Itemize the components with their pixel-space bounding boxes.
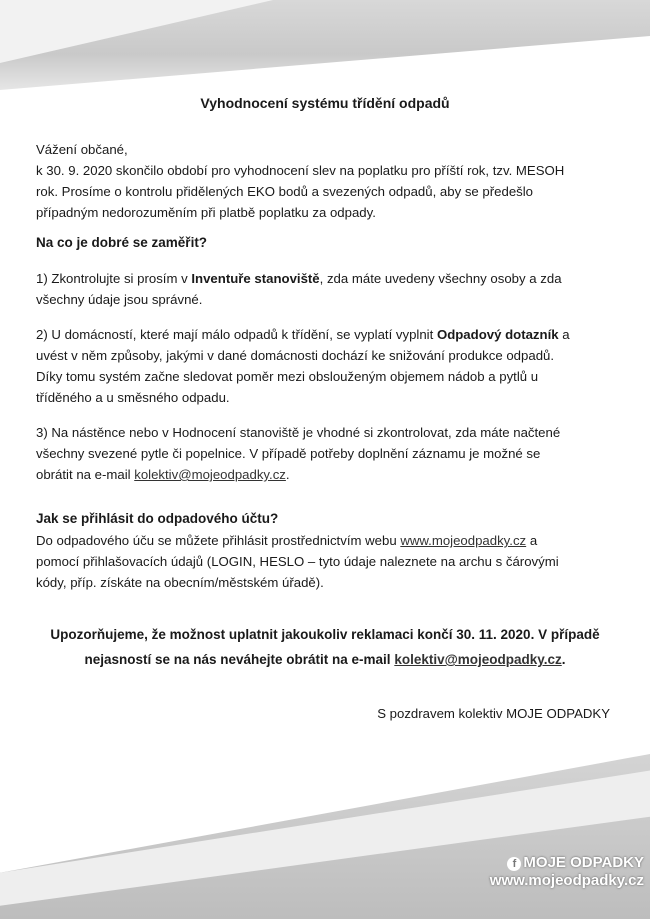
point-2-line: tříděného a u směsného odpadu. bbox=[36, 390, 230, 405]
notice-text: . bbox=[561, 652, 566, 667]
point-3-line: všechny svezené pytle či popelnice. V případě potřeby doplnění záznamu je možné se bbox=[36, 446, 541, 461]
page-title: Vyhodnocení systému třídění odpadů bbox=[200, 95, 450, 111]
login-line: kódy, příp. získáte na obecním/městském úřadě). bbox=[36, 575, 324, 590]
point-3-text: . bbox=[285, 467, 290, 482]
signature: S pozdravem kolektiv MOJE ODPADKY bbox=[377, 706, 610, 721]
section-heading-focus: Na co je dobré se zaměřit? bbox=[36, 235, 208, 250]
notice-line bbox=[30, 647, 620, 672]
notice-paragraph bbox=[30, 622, 620, 672]
notice-line: Upozorňujeme, že možnost uplatnit jakoukoliv reklamaci končí 30. 11. 2020. V případě bbox=[50, 627, 600, 642]
point-1-line: všechny údaje jsou správné. bbox=[36, 292, 203, 307]
intro-line: rok. Prosíme o kontrolu přidělených EKO bodů a svezených odpadů, aby se předešlo bbox=[36, 184, 534, 199]
point-2-line bbox=[36, 324, 611, 345]
point-2-text: 2) U domácností, které mají málo odpadů k třídění, se vyplatí vyplnit bbox=[36, 327, 437, 342]
login-paragraph bbox=[36, 530, 611, 593]
footer-url: www.mojeodpadky.cz bbox=[489, 872, 644, 889]
intro-line: k 30. 9. 2020 skončilo období pro vyhodnocení slev na poplatku pro příští rok, tzv. MESOH bbox=[36, 163, 565, 178]
point-3-line: 3) Na nástěnce nebo v Hodnocení stanoviště je vhodné si zkontrolovat, zda máte načtené bbox=[36, 425, 561, 440]
intro-paragraph bbox=[36, 139, 611, 223]
email-link[interactable]: kolektiv@mojeodpadky.cz bbox=[394, 652, 562, 667]
intro-line: případným nedorozuměním při platbě poplatku za odpady. bbox=[36, 205, 376, 220]
questionnaire-label: Odpadový dotazník bbox=[436, 327, 559, 342]
point-1-line bbox=[36, 268, 611, 289]
footer-brand-line bbox=[490, 854, 644, 872]
point-3-line bbox=[36, 464, 611, 485]
inventory-label: Inventuře stanoviště bbox=[191, 271, 320, 286]
facebook-icon: f bbox=[507, 857, 521, 871]
notice-text: nejasností se na nás neváhejte obrátit na e-mail bbox=[84, 652, 395, 667]
login-text: Do odpadového úču se můžete přihlásit prostřednictvím webu bbox=[36, 533, 401, 548]
brand-name: MOJE ODPADKY bbox=[523, 854, 644, 871]
point-2-line: uvést v něm způsoby, jakými v dané domácnosti dochází ke snižování produkce odpadů. bbox=[36, 348, 555, 363]
point-2-line: Díky tomu systém začne sledovat poměr mezi obslouženým objemem nádob a pytlů u bbox=[36, 369, 539, 384]
footer-logo bbox=[490, 854, 644, 890]
point-1 bbox=[36, 268, 611, 310]
login-text: a bbox=[526, 533, 538, 548]
login-line: pomocí přihlašovacích údajů (LOGIN, HESLO – tyto údaje naleznete na archu s čárovými bbox=[36, 554, 559, 569]
login-line bbox=[36, 530, 611, 551]
website-link[interactable]: www.mojeodpadky.cz bbox=[400, 533, 527, 548]
point-3-text: obrátit na e-mail bbox=[36, 467, 135, 482]
point-2 bbox=[36, 324, 611, 408]
section-heading-login: Jak se přihlásit do odpadového účtu? bbox=[36, 511, 279, 526]
point-2-text: a bbox=[558, 327, 570, 342]
greeting: Vážení občané, bbox=[36, 142, 128, 157]
point-3 bbox=[36, 422, 611, 485]
point-1-text: 1) Zkontrolujte si prosím v bbox=[36, 271, 192, 286]
point-1-text: , zda máte uvedeny všechny osoby a zda bbox=[319, 271, 562, 286]
email-link[interactable]: kolektiv@mojeodpadky.cz bbox=[134, 467, 286, 482]
